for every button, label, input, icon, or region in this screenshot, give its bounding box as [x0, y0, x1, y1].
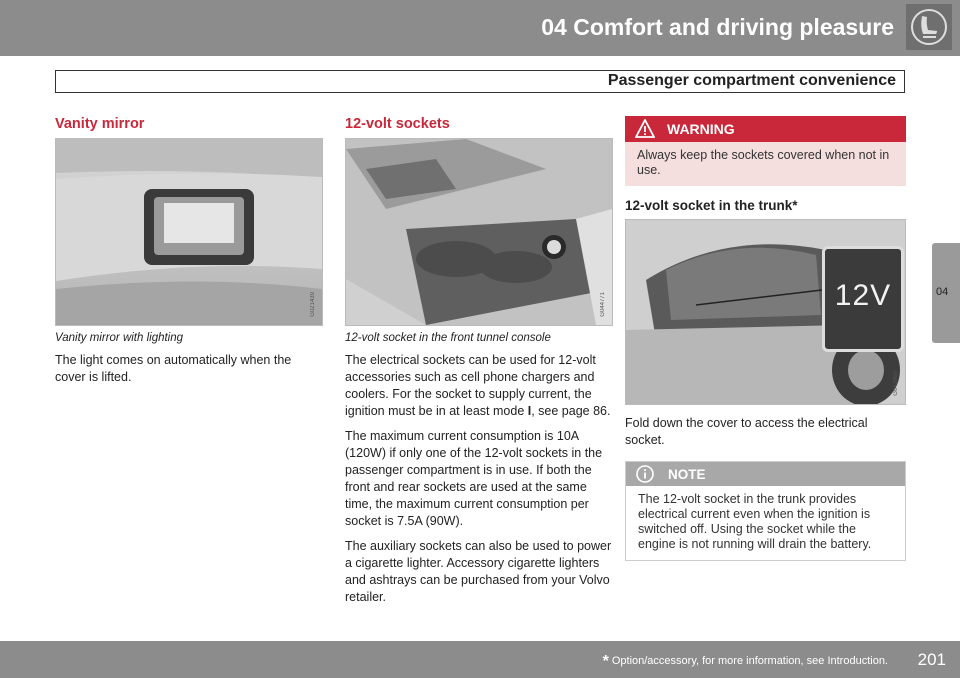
note-text: The 12-volt socket in the trunk provides electrical current even when the ignition is switched off. Using the socket while the engine is not running will drain the battery. — [638, 492, 872, 551]
trunk-socket-text: Fold down the cover to access the electrical socket. — [625, 416, 868, 447]
sockets-paragraph-3: The auxiliary sockets can also be used to power a cigarette lighter. Accessory cigarette lighters and ashtrays can be purchased from your Volvo retailer. — [345, 539, 612, 604]
image-code: G044771 — [600, 292, 606, 317]
seat-icon — [906, 4, 952, 50]
info-icon — [636, 465, 654, 483]
vanity-mirror-photo — [55, 138, 323, 326]
chapter-title: 04 Comfort and driving pleasure — [541, 14, 894, 40]
image-code: G021439 — [310, 292, 316, 317]
tunnel-console-photo — [345, 138, 613, 326]
column-12v-sockets — [345, 110, 613, 614]
note-title: NOTE — [668, 466, 706, 482]
section-title: Passenger compartment convenience — [607, 72, 896, 89]
footer-band — [0, 641, 960, 678]
note-header — [626, 462, 905, 486]
vanity-mirror-heading: Vanity mirror — [55, 116, 145, 132]
trunk-socket-heading: 12-volt socket in the trunk* — [625, 198, 798, 213]
chapter-tab-label: 04 — [936, 286, 949, 298]
footer-note: * Option/accessory, for more information, see Introduction. — [602, 653, 888, 670]
page-number: 201 — [917, 650, 946, 669]
trunk-socket-photo — [625, 219, 906, 405]
sockets-paragraph-1: The electrical sockets can be used for 12-volt accessories such as cell phone chargers and coolers. For the socket to supply current, the ignition must be in at least mode I, see page 86. — [345, 353, 611, 418]
vanity-mirror-text: The light comes on automatically when the cover is lifted. — [55, 353, 292, 384]
section-header-bar — [55, 70, 905, 93]
header-band — [0, 0, 960, 56]
vanity-mirror-caption: Vanity mirror with lighting — [55, 332, 184, 344]
12v-sockets-heading: 12-volt sockets — [345, 116, 450, 132]
note-box — [625, 461, 906, 561]
chapter-tab[interactable] — [932, 243, 960, 343]
image-code: G043960 — [893, 371, 899, 396]
12v-badge-label: 12V — [834, 279, 892, 312]
warning-header — [625, 116, 906, 142]
warning-text: Always keep the sockets covered when not in use. — [637, 148, 890, 177]
12v-socket-badge — [822, 246, 904, 352]
tunnel-console-caption: 12-volt socket in the front tunnel console — [345, 332, 551, 344]
warning-icon — [635, 119, 655, 139]
column-trunk-socket — [625, 110, 906, 561]
warning-box — [625, 116, 906, 186]
column-vanity-mirror — [55, 110, 323, 394]
warning-title: WARNING — [667, 121, 735, 137]
sockets-paragraph-2: The maximum current consumption is 10A (120W) if only one of the 12-volt sockets in the passenger compartment is in use. If both the front and rear sockets are used at the same time, the maximum current consumption per socket is 7.5A (90W). — [345, 429, 603, 528]
